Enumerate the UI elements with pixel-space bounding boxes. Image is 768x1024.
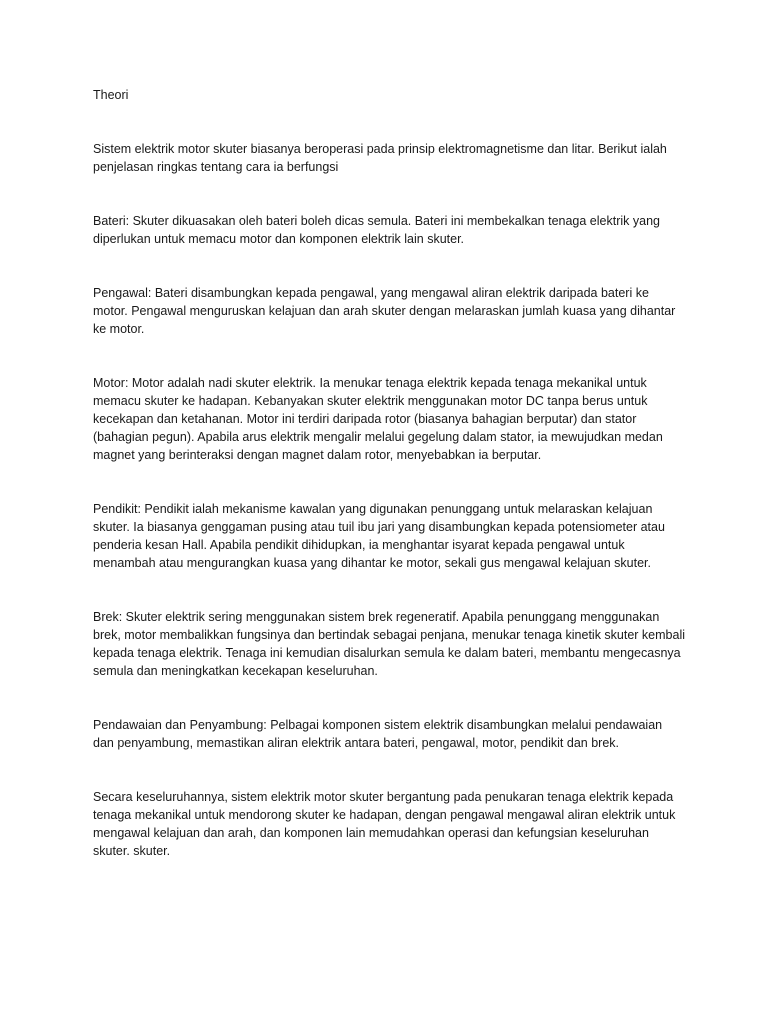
spacer (93, 176, 685, 212)
spacer (93, 338, 685, 374)
paragraph-pengawal: Pengawal: Bateri disambungkan kepada pengawal, yang mengawal aliran elektrik daripada bateri ke motor. Pengawal menguruskan kelajuan dan arah skuter dengan melaraskan jumlah kuasa yang dihantar ke motor. (93, 286, 676, 336)
paragraph-intro: Sistem elektrik motor skuter biasanya beroperasi pada prinsip elektromagnetisme dan litar. Berikut ialah penjelasan ringkas tentang cara ia berfungsi (93, 142, 667, 174)
paragraph-bateri: Bateri: Skuter dikuasakan oleh bateri boleh dicas semula. Bateri ini membekalkan tenaga elektrik yang diperlukan untuk memacu motor dan komponen elektrik lain skuter. (93, 214, 660, 246)
spacer (93, 248, 685, 284)
spacer (93, 104, 685, 140)
spacer (93, 464, 685, 500)
spacer (93, 680, 685, 716)
paragraph-brek: Brek: Skuter elektrik sering menggunakan sistem brek regeneratif. Apabila penunggang menggunakan brek, motor membalikkan fungsinya dan bertindak sebagai penjana, menukar tenaga kinetik skuter kembali kepada tenaga elektrik. Tenaga ini kemudian disalurkan semula ke dalam bateri, membantu mengecasnya semula dan meningkatkan kecekapan keseluruhan. (93, 610, 685, 678)
spacer (93, 752, 685, 788)
document-page (93, 86, 685, 860)
paragraph-kesimpulan: Secara keseluruhannya, sistem elektrik motor skuter bergantung pada penukaran tenaga elektrik kepada tenaga mekanikal untuk mendorong skuter ke hadapan, dengan pengawal mengawal aliran elektrik untuk mengawal kelajuan dan arah, dan komponen lain memudahkan operasi dan kefungsian keseluruhan skuter. skuter. (93, 790, 676, 858)
paragraph-pendikit: Pendikit: Pendikit ialah mekanisme kawalan yang digunakan penunggang untuk melaraskan kelajuan skuter. Ia biasanya genggaman pusing atau tuil ibu jari yang disambungkan kepada potensiometer atau penderia kesan Hall. Apabila pendikit dihidupkan, ia menghantar isyarat kepada pengawal untuk menambah atau mengurangkan kuasa yang dihantar ke motor, sekali gus mengawal kelajuan skuter. (93, 502, 665, 570)
paragraph-motor: Motor: Motor adalah nadi skuter elektrik. Ia menukar tenaga elektrik kepada tenaga mekanikal untuk memacu skuter ke hadapan. Kebanyakan skuter elektrik menggunakan motor DC tanpa berus untuk kecekapan dan ketahanan. Motor ini terdiri daripada rotor (biasanya bahagian berputar) dan stator (bahagian pegun). Apabila arus elektrik mengalir melalui gegelung dalam stator, ia mewujudkan medan magnet yang berinteraksi dengan magnet dalam rotor, menyebabkan ia berputar. (93, 376, 663, 462)
document-title: Theori (93, 88, 129, 102)
paragraph-pendawaian: Pendawaian dan Penyambung: Pelbagai komponen sistem elektrik disambungkan melalui pendawaian dan penyambung, memastikan aliran elektrik antara bateri, pengawal, motor, pendikit dan brek. (93, 718, 663, 750)
spacer (93, 572, 685, 608)
